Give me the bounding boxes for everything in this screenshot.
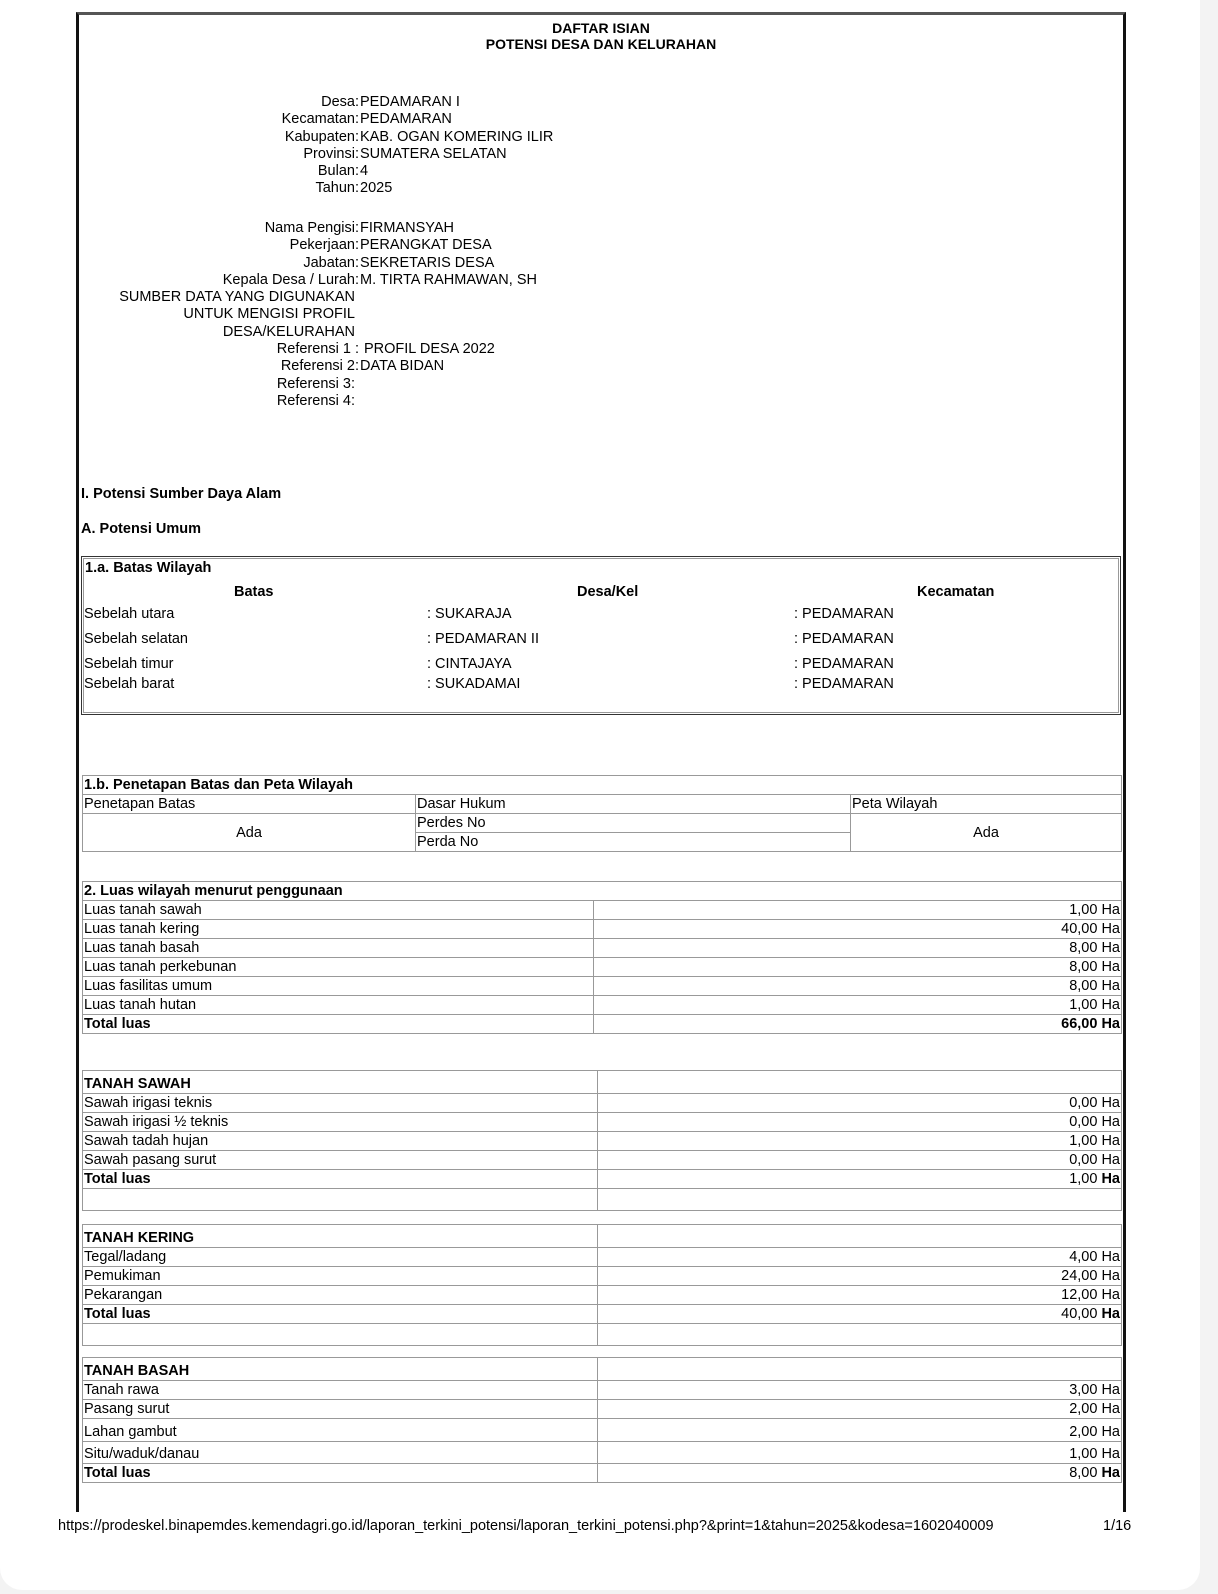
filler-label: Jabatan:: [303, 254, 359, 271]
filler-label: Pekerjaan:: [289, 237, 359, 254]
luas-label: Luas tanah perkebunan: [83, 958, 594, 977]
sawah-label: Sawah irigasi ½ teknis: [83, 1113, 598, 1132]
batas-header-kecamatan: Kecamatan: [917, 584, 995, 600]
identity-block: [79, 94, 1079, 198]
basah-value: 3,00 Ha: [598, 1381, 1122, 1400]
sawah-value: 0,00 Ha: [598, 1094, 1122, 1113]
luas-value: 8,00 Ha: [594, 939, 1122, 958]
identity-value: PEDAMARAN I: [360, 94, 460, 110]
luas-value: 40,00 Ha: [594, 920, 1122, 939]
batas-desa: : SUKADAMAI: [427, 676, 521, 692]
filler-block: [79, 220, 1079, 410]
basah-value: 2,00 Ha: [598, 1419, 1122, 1442]
basah-table: [82, 1357, 1122, 1483]
batas-title: 1.a. Batas Wilayah: [85, 560, 212, 576]
filler-value: SEKRETARIS DESA: [360, 254, 495, 271]
kering-value: 12,00 Ha: [598, 1286, 1122, 1305]
identity-label: Tahun:: [315, 180, 359, 197]
filler-value: FIRMANSYAH: [360, 220, 454, 236]
penetapan-header: Peta Wilayah: [851, 795, 1122, 814]
perdes-label: Perdes No: [416, 814, 851, 833]
batas-side: Sebelah selatan: [84, 631, 188, 647]
batas-kec: : PEDAMARAN: [794, 606, 894, 622]
luas-label: Luas fasilitas umum: [83, 977, 594, 996]
penetapan-table: [82, 775, 1122, 852]
filler-value: PERANGKAT DESA: [360, 237, 492, 254]
batas-kec: : PEDAMARAN: [794, 676, 894, 692]
sawah-table: [82, 1070, 1122, 1211]
luas-title: 2. Luas wilayah menurut penggunaan: [83, 882, 1122, 901]
peta-value: Ada: [851, 814, 1122, 852]
kering-title: TANAH KERING: [83, 1225, 598, 1248]
luas-total-value: 66,00 Ha: [594, 1015, 1122, 1034]
basah-value: 2,00 Ha: [598, 1400, 1122, 1419]
sawah-label: Sawah irigasi teknis: [83, 1094, 598, 1113]
batas-header-desa: Desa/Kel: [577, 584, 639, 600]
penetapan-header: Penetapan Batas: [83, 795, 416, 814]
penetapan-title: 1.b. Penetapan Batas dan Peta Wilayah: [83, 776, 1122, 795]
perda-label: Perda No: [416, 833, 851, 852]
sawah-total-num: 1,00: [1069, 1171, 1098, 1187]
referensi-value: PROFIL DESA 2022: [364, 341, 495, 358]
sumber-line: SUMBER DATA YANG DIGUNAKAN: [119, 289, 355, 306]
doc-title-line1: DAFTAR ISIAN: [552, 20, 650, 36]
batas-wilayah-box: [81, 556, 1121, 715]
sumber-line: UNTUK MENGISI PROFIL: [183, 306, 355, 323]
luas-table: [82, 881, 1122, 1034]
basah-label: Tanah rawa: [83, 1381, 598, 1400]
batas-kec: : PEDAMARAN: [794, 656, 894, 672]
doc-title-line2: POTENSI DESA DAN KELURAHAN: [485, 36, 717, 52]
referensi-label: Referensi 2:: [280, 358, 359, 375]
sumber-line: DESA/KELURAHAN: [222, 323, 355, 340]
basah-label: Situ/waduk/danau: [83, 1442, 598, 1464]
batas-desa: : SUKARAJA: [427, 606, 512, 622]
identity-label: Kecamatan:: [281, 111, 359, 128]
identity-value: SUMATERA SELATAN: [360, 145, 507, 162]
kering-label: Pemukiman: [83, 1267, 598, 1286]
basah-label: Pasang surut: [83, 1400, 598, 1419]
sawah-label: Sawah pasang surut: [83, 1151, 598, 1170]
identity-value: 2025: [360, 180, 393, 197]
identity-value: KAB. OGAN KOMERING ILIR: [360, 128, 554, 145]
sawah-value: 0,00 Ha: [598, 1151, 1122, 1170]
sawah-value: 1,00 Ha: [598, 1132, 1122, 1151]
penetapan-header: Dasar Hukum: [416, 795, 851, 814]
identity-value: 4: [360, 163, 369, 180]
batas-desa: : CINTAJAYA: [427, 656, 512, 672]
kering-total-unit: Ha: [1101, 1306, 1120, 1322]
luas-label: Luas tanah hutan: [83, 996, 594, 1015]
luas-label: Luas tanah basah: [83, 939, 594, 958]
luas-label: Luas tanah kering: [83, 920, 594, 939]
kering-total-label: Total luas: [83, 1305, 598, 1324]
document-page: [76, 12, 1126, 1512]
luas-label: Luas tanah sawah: [83, 901, 594, 920]
luas-value: 1,00 Ha: [594, 901, 1122, 920]
sawah-total-unit: Ha: [1101, 1171, 1120, 1187]
section-heading-1: I. Potensi Sumber Daya Alam: [81, 486, 282, 502]
batas-desa: : PEDAMARAN II: [427, 631, 539, 647]
sawah-label: Sawah tadah hujan: [83, 1132, 598, 1151]
section-heading-a: A. Potensi Umum: [81, 521, 202, 537]
filler-label: Kepala Desa / Lurah:: [222, 271, 359, 288]
doc-title: [79, 20, 1123, 52]
identity-label: Kabupaten:: [284, 128, 359, 145]
sawah-title: TANAH SAWAH: [83, 1071, 598, 1094]
luas-value: 1,00 Ha: [594, 996, 1122, 1015]
print-page-number: 1/16: [1103, 1518, 1132, 1534]
identity-label: Desa:: [321, 94, 359, 110]
basah-title: TANAH BASAH: [83, 1358, 598, 1381]
basah-total-num: 8,00: [1069, 1465, 1098, 1481]
referensi-value: DATA BIDAN: [360, 358, 445, 375]
basah-value: 1,00 Ha: [598, 1442, 1122, 1464]
basah-total-unit: Ha: [1101, 1465, 1120, 1481]
luas-value: 8,00 Ha: [594, 958, 1122, 977]
filler-label: Nama Pengisi:: [264, 220, 359, 236]
basah-total-label: Total luas: [83, 1464, 598, 1483]
kering-total-num: 40,00: [1061, 1306, 1098, 1322]
batas-side: Sebelah utara: [84, 606, 175, 622]
kering-table: [82, 1224, 1122, 1346]
referensi-label: Referensi 3:: [276, 375, 355, 392]
kering-label: Pekarangan: [83, 1286, 598, 1305]
referensi-label: Referensi 4:: [276, 392, 355, 409]
kering-value: 24,00 Ha: [598, 1267, 1122, 1286]
penetapan-value: Ada: [83, 814, 416, 852]
print-footer-url: https://prodeskel.binapemdes.kemendagri.go.id/laporan_terkini_potensi/laporan_terkini_potensi.php?&print=1&tahun=2025&kodesa=1602040009: [58, 1518, 994, 1534]
sawah-total-label: Total luas: [83, 1170, 598, 1189]
batas-side: Sebelah barat: [84, 676, 175, 692]
kering-value: 4,00 Ha: [598, 1248, 1122, 1267]
batas-side: Sebelah timur: [84, 656, 174, 672]
basah-label: Lahan gambut: [83, 1419, 598, 1442]
batas-header-batas: Batas: [234, 584, 274, 600]
batas-kec: : PEDAMARAN: [794, 631, 894, 647]
luas-value: 8,00 Ha: [594, 977, 1122, 996]
luas-total-label: Total luas: [83, 1015, 594, 1034]
kering-label: Tegal/ladang: [83, 1248, 598, 1267]
identity-label: Bulan:: [317, 163, 359, 180]
identity-value: PEDAMARAN: [360, 111, 452, 128]
sawah-value: 0,00 Ha: [598, 1113, 1122, 1132]
filler-value: M. TIRTA RAHMAWAN, SH: [360, 271, 537, 288]
identity-label: Provinsi:: [303, 145, 359, 162]
referensi-label: Referensi 1 :: [276, 341, 359, 358]
